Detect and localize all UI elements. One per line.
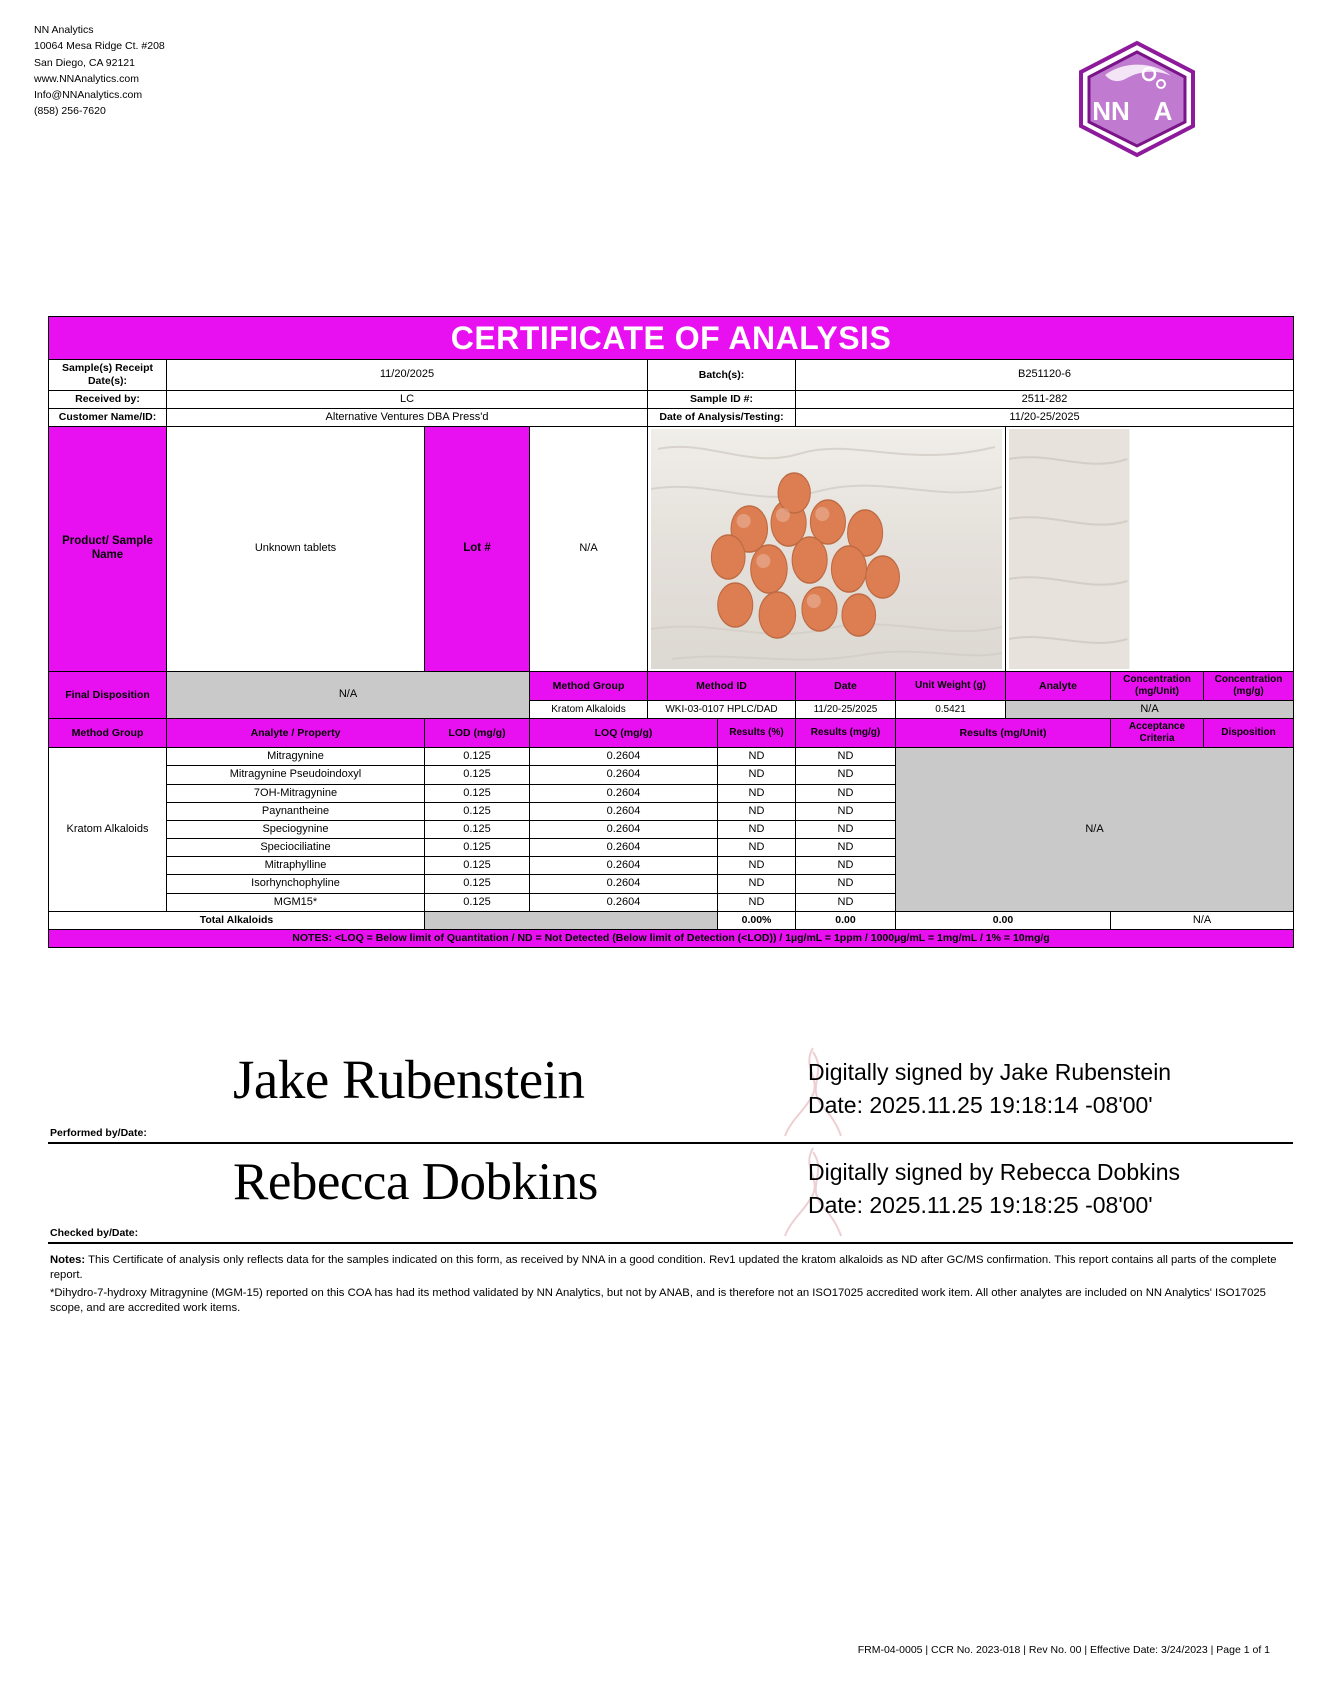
product-name-value: Unknown tablets (167, 426, 425, 671)
concentration-mgg-header: Concentration (mg/g) (1204, 671, 1294, 700)
svg-text:NN: NN (1092, 96, 1130, 126)
company-header (34, 22, 165, 120)
analyte-name: 7OH-Mitragynine (167, 784, 425, 802)
analyte-lod: 0.125 (425, 820, 530, 838)
footnote-line-1 (50, 1253, 1293, 1284)
analyte-lod: 0.125 (425, 784, 530, 802)
analyte-name: Mitragynine Pseudoindoxyl (167, 766, 425, 784)
final-disposition-label: Final Disposition (49, 671, 167, 718)
checked-by-signed-text: Digitally signed by Rebecca Dobkins (808, 1159, 1181, 1185)
analyte-pct: ND (718, 802, 796, 820)
analyte-mgg: ND (796, 820, 896, 838)
analyte-lod: 0.125 (425, 802, 530, 820)
analyte-pct: ND (718, 857, 796, 875)
total-pct: 0.00% (718, 911, 796, 929)
analyte-lod: 0.125 (425, 875, 530, 893)
analyte-pct: ND (718, 766, 796, 784)
analyte-lod: 0.125 (425, 893, 530, 911)
analyte-loq: 0.2604 (530, 802, 718, 820)
product-name-label: Product/ Sample Name (49, 426, 167, 671)
footnote-line-2: *Dihydro-7-hydroxy Mitragynine (MGM-15) reported on this COA has had its method validated by NN Analytics, but not by ANAB, and is therefore not an ISO17025 accredited work item. All other analytes are included on NN Analytics' ISO17025 scope, and are accredited work items. (50, 1286, 1266, 1314)
performed-by-label: Performed by/Date: (50, 1127, 147, 1139)
received-by-label: Received by: (49, 390, 167, 408)
coa-sheet (10, 8, 1310, 1678)
analyte-mgg: ND (796, 893, 896, 911)
received-by-row (49, 390, 1294, 408)
analyte-pct: ND (718, 839, 796, 857)
unit-weight-header: Unit Weight (g) (896, 671, 1006, 700)
analyte-loq: 0.2604 (530, 875, 718, 893)
signature-area (48, 1044, 1293, 1244)
analyte-lod: 0.125 (425, 839, 530, 857)
footnotes (50, 1253, 1293, 1318)
concentration-mgunit-header: Concentration (mg/Unit) (1111, 671, 1204, 700)
method-group-value: Kratom Alkaloids (530, 700, 648, 718)
method-na-value: N/A (1006, 700, 1294, 718)
results-na-value: N/A (896, 748, 1294, 912)
method-date-value: 11/20-25/2025 (796, 700, 896, 718)
receipt-row (49, 360, 1294, 390)
analyte-loq: 0.2604 (530, 766, 718, 784)
results-disposition-header: Disposition (1204, 719, 1294, 748)
final-disposition-value: N/A (167, 671, 530, 718)
batch-label: Batch(s): (648, 360, 796, 390)
company-website: www.NNAnalytics.com (34, 72, 140, 85)
page-title: CERTIFICATE OF ANALYSIS (49, 317, 1294, 360)
analyte-lod: 0.125 (425, 857, 530, 875)
results-mgunit-header: Results (mg/Unit) (896, 719, 1111, 748)
footnote-1-text: This Certificate of analysis only reflects data for the samples indicated on this form, as received by NNA in a good condition. Rev1 updated the kratom alkaloids as ND after GC/MS confirmation. This report contains all parts of the complete report. (50, 1254, 1277, 1282)
analyte-lod: 0.125 (425, 748, 530, 766)
results-loq-header: LOQ (mg/g) (530, 719, 718, 748)
analyte-mgg: ND (796, 857, 896, 875)
analyte-pct: ND (718, 748, 796, 766)
analyte-pct: ND (718, 784, 796, 802)
analyte-mgg: ND (796, 839, 896, 857)
method-group-header: Method Group (530, 671, 648, 700)
analyte-mgg: ND (796, 766, 896, 784)
results-pct-header: Results (%) (718, 719, 796, 748)
lot-value: N/A (530, 426, 648, 671)
analyte-name: MGM15* (167, 893, 425, 911)
company-phone: (858) 256-7620 (34, 105, 106, 118)
receipt-date-value: 11/20/2025 (167, 360, 648, 390)
sample-id-value: 2511-282 (796, 390, 1294, 408)
analyte-name: Mitraphylline (167, 857, 425, 875)
analysis-date-label: Date of Analysis/Testing: (648, 408, 796, 426)
results-analyte-header: Analyte / Property (167, 719, 425, 748)
customer-row (49, 408, 1294, 426)
batch-value: B251120-6 (796, 360, 1294, 390)
analyte-mgg: ND (796, 875, 896, 893)
sample-id-label: Sample ID #: (648, 390, 796, 408)
analyte-loq: 0.2604 (530, 839, 718, 857)
total-mgunit: 0.00 (896, 911, 1111, 929)
analyte-mgg: ND (796, 748, 896, 766)
method-header-row (49, 671, 1294, 700)
results-lod-header: LOD (mg/g) (425, 719, 530, 748)
analyte-mgg: ND (796, 802, 896, 820)
analyte-loq: 0.2604 (530, 784, 718, 802)
analyte-name: Speciogynine (167, 820, 425, 838)
sample-photo-bag-edge-icon (1009, 429, 1290, 669)
method-id-header: Method ID (648, 671, 796, 700)
analyte-name: Isorhynchophyline (167, 875, 425, 893)
customer-label: Customer Name/ID: (49, 408, 167, 426)
results-header-row (49, 719, 1294, 748)
lot-label: Lot # (425, 426, 530, 671)
signature-row-checked (48, 1144, 1293, 1244)
checked-by-label: Checked by/Date: (50, 1227, 139, 1239)
checked-by-date: Date: 2025.11.25 19:18:25 -08'00' (808, 1192, 1153, 1219)
method-id-value: WKI-03-0107 HPLC/DAD (648, 700, 796, 718)
received-by-value: LC (167, 390, 648, 408)
analyte-loq: 0.2604 (530, 893, 718, 911)
signature-row-performed (48, 1044, 1293, 1144)
analyte-loq: 0.2604 (530, 748, 718, 766)
company-email: Info@NNAnalytics.com (34, 89, 143, 102)
total-mgg: 0.00 (796, 911, 896, 929)
certificate-table (48, 316, 1294, 948)
checked-by-signature: Rebecca Dobkins (233, 1153, 598, 1211)
results-method-group-header: Method Group (49, 719, 167, 748)
performed-by-date: Date: 2025.11.25 19:18:14 -08'00' (808, 1092, 1153, 1119)
company-address: 10064 Mesa Ridge Ct. #208 (34, 40, 165, 53)
sample-photo-icon (651, 429, 1002, 669)
analyte-name: Speciociliatine (167, 839, 425, 857)
svg-text:A: A (1153, 96, 1173, 126)
results-mgg-header: Results (mg/g) (796, 719, 896, 748)
results-method-group-value: Kratom Alkaloids (49, 748, 167, 912)
unit-weight-value: 0.5421 (896, 700, 1006, 718)
product-row (49, 426, 1294, 671)
customer-value: Alternative Ventures DBA Press'd (167, 408, 648, 426)
performed-by-signed-text: Digitally signed by Jake Rubenstein (808, 1059, 1172, 1085)
total-row (49, 911, 1294, 929)
analyte-pct: ND (718, 820, 796, 838)
total-label: Total Alkaloids (49, 911, 425, 929)
company-name: NN Analytics (34, 24, 94, 36)
total-blank (425, 911, 718, 929)
page-footer: FRM-04-0005 | CCR No. 2023-018 | Rev No. 00 | Effective Date: 3/24/2023 | Page 1 of 1 (857, 1644, 1270, 1656)
analyte-name: Paynantheine (167, 802, 425, 820)
title-row (49, 317, 1294, 360)
performed-by-meta (808, 1056, 1171, 1123)
analyte-name: Mitragynine (167, 748, 425, 766)
analysis-date-value: 11/20-25/2025 (796, 408, 1294, 426)
acceptance-criteria-header: Acceptance Criteria (1111, 719, 1204, 748)
analyte-lod: 0.125 (425, 766, 530, 784)
analyte-pct: ND (718, 893, 796, 911)
checked-by-meta (808, 1156, 1180, 1223)
analyte-mgg: ND (796, 784, 896, 802)
analyte-header: Analyte (1006, 671, 1111, 700)
footnotes-label: Notes: (50, 1254, 86, 1266)
date-header: Date (796, 671, 896, 700)
table-row (49, 748, 1294, 766)
analyte-pct: ND (718, 875, 796, 893)
analyte-loq: 0.2604 (530, 857, 718, 875)
performed-by-signature: Jake Rubenstein (233, 1049, 585, 1110)
nn-analytics-logo-icon (1075, 40, 1200, 158)
notes-bar-row (49, 930, 1294, 948)
analyte-loq: 0.2604 (530, 820, 718, 838)
notes-bar: NOTES: <LOQ = Below limit of Quantitation / ND = Not Detected (Below limit of Detection (<LOD)) / 1µg/mL = 1ppm / 1000µg/mL = 1mg/mL / 1% = 10mg/g (49, 930, 1294, 948)
receipt-date-label: Sample(s) Receipt Date(s): (49, 360, 167, 390)
total-acceptance: N/A (1111, 911, 1294, 929)
sample-photo-cell (648, 426, 1006, 671)
sample-photo-cell-right (1006, 426, 1294, 671)
company-city: San Diego, CA 92121 (34, 56, 135, 69)
